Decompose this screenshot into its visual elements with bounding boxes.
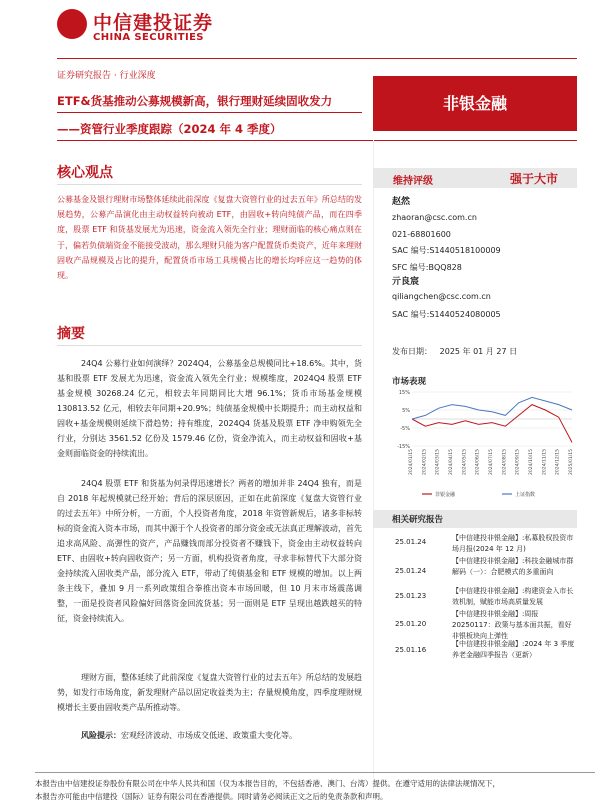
analyst-name: 亓良宸 xyxy=(392,277,420,287)
title-bottom-rule xyxy=(57,140,577,141)
x-tick-label: 2024/04/15 xyxy=(449,449,454,475)
summary-heading: 摘要 xyxy=(57,326,85,342)
x-tick-label: 2024/07/15 xyxy=(489,449,494,475)
x-tick-label: 2024/05/15 xyxy=(462,449,468,475)
x-tick-label: 2024/03/15 xyxy=(435,449,441,475)
summary-paragraph-3: 理财方面，整体延续了此前深度《复盘大资管行业的过去五年》所总结的发展趋势，如发行市场角度，新发理财产品以固定收益类为主；存量规模角度，四季度理财规模增长主要由固收类产品所推动等。 xyxy=(57,673,362,712)
risk-text: 宏观经济波动、市场成交低迷、政策重大变化等。 xyxy=(121,731,297,740)
analyst-sac: SAC 编号:S1440518100009 xyxy=(392,246,501,255)
related-date: 25.01.24 xyxy=(395,538,427,546)
footer-disclaimer-1: 本报告由中信建投证券股份有限公司在中华人民共和国（仅为本报告目的，不包括香港、澳门、台湾）提供。在遵守适用的法律法规情况下， xyxy=(35,779,500,788)
x-tick-label: 2024/11/15 xyxy=(542,449,548,475)
analyst-email: zhaoran@csc.com.cn xyxy=(392,213,477,222)
title-rule xyxy=(57,112,362,113)
analyst-sfc: SFC 编号:BQQ828 xyxy=(392,263,462,272)
summary-paragraph-2: 24Q4 股票 ETF 和货基为何录得迅速增长？两者的增加并非 24Q4 独有，而是自 2018 年起规模就已经开始；背后的深层原因，正如在此前深度《复盘大资管行业的过去五年》中所分析，一方面，个人投资者角度，2018 年资管新规后，诸多非标转标的资金流入资本市场，而其中源于个人投资者的部分资金或无法真正理解波动，首先追求高风险、高弹性的资产，产品赚钱而部分投资者不赚钱下，资金由主动权益转向 ETF、由固收+转向固收资产；另一方面，机构投资者角度，寻求非标替代下大部分资金持续流入固收类产品，部分流入 ETF，带动了纯债基金和 ETF 规模的增加。以上两条主线下，叠加 9 月一系列政策组合拳推出资本市场回暖，但 10 月末市场震荡调整，一面是投资者风险偏好回落资金回流货基；另一面则是 ETF 呈现出越跌越买的特征，资金持续流入。 xyxy=(57,479,362,623)
summary-paragraph-1: 24Q4 公募行业如何演绎？2024Q4，公募基金总规模同比+18.6%。其中，货基和股票 ETF 发展尤为迅速，资金流入领先全行业；规模维度，2024Q4 股票 ETF 基金规模 30268.24 亿元，相较去年同期同比大增 96.1%；货币市场基金规模 130813.52 亿元，相较去年同期+20.9%；纯债基金规模中长期提升；而主动权益和固收+基金规模则延续下滑趋势；持有维度，2024Q4 货基及股票 ETF 净申购领先全行业，分别达 3561.52 亿份及 1579.46 亿份，资金净流入，而主动权益和固收+基金则面临资金的持续流出。 xyxy=(57,359,362,458)
x-tick-label: 2024/02/15 xyxy=(422,449,428,475)
x-tick-label: 2024/10/15 xyxy=(529,449,534,475)
risk-warning xyxy=(57,728,362,743)
publish-date xyxy=(392,346,517,357)
publish-label: 发布日期： xyxy=(392,347,432,356)
analyst-sac: SAC 编号:S1440524080005 xyxy=(392,310,501,319)
series-line xyxy=(412,397,572,419)
footer-rule xyxy=(35,772,595,773)
divider xyxy=(57,184,362,185)
sector-label: 非银金融 xyxy=(373,76,577,131)
logo-subtext: CHINA SECURITIES xyxy=(93,32,204,43)
publish-value: 2025 年 01 月 27 日 xyxy=(439,347,518,356)
rating-value: 强于大市 xyxy=(510,172,559,186)
y-tick-label: -15% xyxy=(397,444,410,450)
series-line xyxy=(412,405,572,443)
related-link[interactable]: 【中信建投非银金融】:2024 年 3 季度养老金融四季报告（更新） xyxy=(452,640,575,659)
report-type: 证券研究报告 · 行业深度 xyxy=(57,71,156,81)
x-tick-label: 2024/01/15 xyxy=(409,449,414,475)
chart-title: 市场表现 xyxy=(392,377,427,387)
x-tick-label: 2024/06/15 xyxy=(475,449,481,475)
right-panel-border xyxy=(373,140,374,790)
logo-icon xyxy=(57,9,87,39)
legend-label: 上证指数 xyxy=(515,492,536,498)
report-subtitle: ——资管行业季度跟踪（2024 年 4 季度） xyxy=(57,122,282,136)
analyst-email: qiliangchen@csc.com.cn xyxy=(392,292,491,301)
analyst-phone: 021-68801600 xyxy=(392,230,451,239)
x-tick-label: 2024/12/15 xyxy=(555,449,561,475)
risk-label: 风险提示： xyxy=(81,731,121,740)
related-link[interactable]: 【中信建投非银金融】:周报 20250117：政策与基本面共振，看好非银板块向上弹性 xyxy=(452,610,572,640)
market-performance-chart xyxy=(392,386,577,501)
x-tick-label: 2025/01/15 xyxy=(569,449,574,475)
footer-disclaimer-2: 本报告亦可能由中信建投（国际）证券有限公司在香港提供。同时请务必阅读正文之后的免责条款和声明。 xyxy=(35,792,388,800)
related-reports-header xyxy=(373,510,577,528)
header-rule xyxy=(57,58,577,59)
x-tick-label: 2024/08/15 xyxy=(502,449,508,475)
related-link[interactable]: 【中信建投非银金融】:私募股权投资市场月报(2024 年 12 月) xyxy=(452,534,574,553)
legend-label: 非银金融 xyxy=(435,492,456,498)
core-view-heading: 核心观点 xyxy=(57,165,113,181)
related-link[interactable]: 【中信建投非银金融】:科技金融城市群解码（一）：合肥模式的多重面向 xyxy=(452,557,574,576)
related-reports-heading: 相关研究报告 xyxy=(392,515,444,525)
core-view-text: 公募基金及银行理财市场整体延续此前深度《复盘大资管行业的过去五年》所总结的发展趋势，公募产品演化由主动权益转向被动 ETF，由固收+转向纯债产品，而在四季度，股票 ETF 和货基发展尤为迅速，资金流入领先全行业；理财面临的核心痛点则在于，偏若负债端资金不能接受波动，那么理财只能为客户配置货币类资产，近年来理财固收产品规模及占比的提升，配置货币市场工具规模占比的增长均呼应这一趋势的体现。 xyxy=(57,195,362,281)
rating-label: 维持评级 xyxy=(393,176,433,187)
related-date: 25.01.20 xyxy=(395,620,427,628)
logo-text: 中信建投证券 xyxy=(93,12,214,34)
related-date: 25.01.23 xyxy=(395,592,427,600)
y-tick-label: -5% xyxy=(400,426,410,432)
x-tick-label: 2024/09/15 xyxy=(515,449,521,475)
analyst-name: 赵然 xyxy=(392,197,411,207)
report-title: ETF&货基推动公募规模新高，银行理财延续固收发力 xyxy=(57,94,333,108)
related-link[interactable]: 【中信建投非银金融】:构建资金入市长效机制，赋能市场高质量发展 xyxy=(452,587,574,606)
divider xyxy=(57,345,362,346)
y-tick-label: 5% xyxy=(402,408,410,414)
related-date: 25.01.16 xyxy=(395,646,427,654)
related-date: 25.01.24 xyxy=(395,567,427,575)
y-tick-label: 15% xyxy=(398,390,410,396)
